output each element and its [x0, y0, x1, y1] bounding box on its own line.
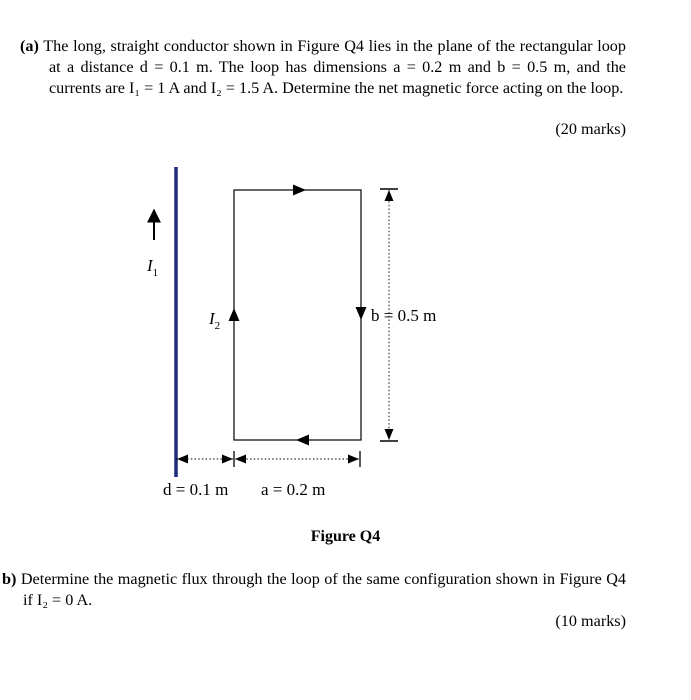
- loop-bottom-current-arrow: [296, 435, 309, 446]
- question-b-marks: (10 marks): [555, 612, 626, 630]
- dimension-b-label: b = 0.5 m: [371, 306, 437, 325]
- loop-top-current-arrow: [293, 185, 306, 196]
- rectangular-loop: [234, 190, 361, 440]
- dimension-a-label: a = 0.2 m: [261, 480, 326, 499]
- loop-right-current-arrow: [356, 307, 367, 320]
- question-b-label: b): [2, 570, 17, 588]
- question-b-text: Determine the magnetic flux through the loop of the same configuration shown in Figure Q4 if I₂ = 0 A.: [20, 570, 626, 609]
- dimension-d-label: d = 0.1 m: [163, 480, 229, 499]
- current-2-label: $I_2$: [209, 309, 221, 332]
- figure-caption: Figure Q4: [310, 528, 381, 545]
- dimension-d-a: [176, 451, 360, 467]
- question-a-text: The long, straight conductor shown in Figure Q4 lies in the plane of the rectangular loop at a distance d = 0.1 m. The loop has dimensions a = 0.2 m and b = 0.5 m, and the currents are I₁ = 1 A and I₂ = 1.5 A. Determine the net magnetic force acting on the loop.: [43, 37, 626, 97]
- question-b: [2, 569, 626, 611]
- current-1-label: $I_1$: [147, 256, 159, 279]
- loop-left-current-arrow: [229, 308, 240, 321]
- question-a-label: (a): [20, 37, 39, 55]
- question-a-marks: (20 marks): [555, 120, 626, 138]
